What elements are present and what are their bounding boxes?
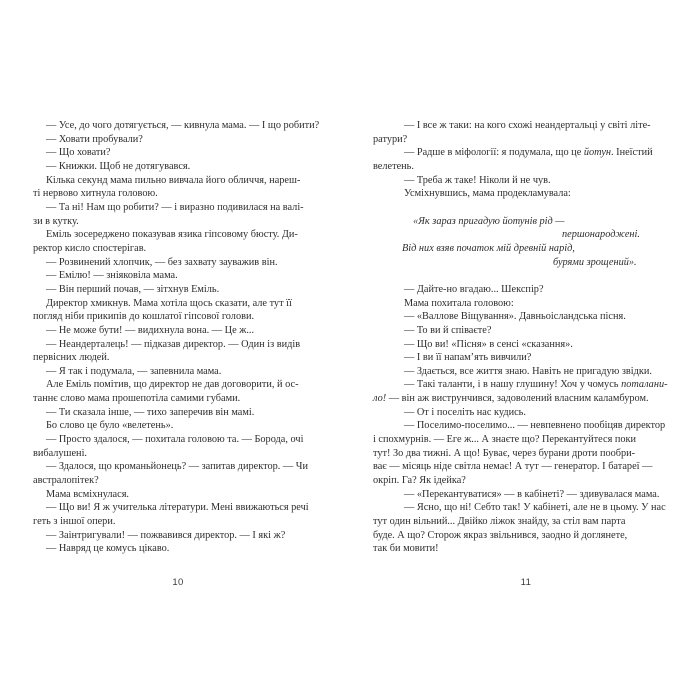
text-line: велетень. bbox=[373, 160, 414, 172]
text-line: — От і поселіть нас кудись. bbox=[404, 406, 526, 418]
verse-line: першонароджені. bbox=[562, 229, 640, 241]
page-right-text bbox=[373, 119, 683, 556]
text-line: Бо слово це було «велетень». bbox=[46, 420, 174, 432]
text-line: — Книжки. Щоб не дотягувався. bbox=[46, 160, 191, 172]
page-number-right: 11 bbox=[520, 577, 532, 588]
text-line: — Заінтригували! — пожвавився директор. — І які ж? bbox=[46, 529, 286, 541]
text-line: — Що ви! Я ж учителька літератури. Мені ввижаються речі bbox=[46, 502, 309, 514]
text-line: тут один вільний... Двійко ліжок знайду, за стіл вам парта bbox=[373, 516, 626, 528]
text-line: — Усе, до чого дотягується, — кивнула мама. — І що робити? bbox=[46, 120, 320, 131]
text-segment: — Такі таланти, і в нашу глушину! Хоч у чомусь bbox=[404, 379, 622, 391]
text-line: ті нервово хитнула головою. bbox=[33, 188, 158, 200]
text-line: вибалушені. bbox=[33, 447, 88, 459]
text-segment: — Радше в міфології: я подумала, що це bbox=[404, 147, 584, 159]
verse-line: «Як зараз пригадую йотунів рід — bbox=[413, 215, 565, 227]
text-line: — Що ви! «Пісня» в сенсі «сказання». bbox=[404, 338, 573, 350]
text-line: — Я так і подумала, — запевнила мама. bbox=[46, 365, 222, 377]
text-line: — Ясно, що ні! Себто так! У кабінеті, але не в цьому. У нас bbox=[404, 502, 666, 514]
text-line: — Ти сказала інше, — тихо заперечив він мамі. bbox=[46, 406, 255, 418]
text-line: Кілька секунд мама пильно вивчала його обличчя, нареш- bbox=[46, 174, 301, 186]
text-segment: — він аж виструнчився, задоволений власним каламбуром. bbox=[386, 393, 649, 405]
text-line: ває — місяць ніде світла немає! А тут — генератор. І батареї — bbox=[373, 461, 653, 473]
text-line: — Ховати пробували? bbox=[46, 133, 143, 145]
text-line: і спохмурнів. — Еге ж... А знаєте що? Перекантуйтеся поки bbox=[373, 434, 637, 446]
text-line: геть з іншої опери. bbox=[33, 516, 116, 528]
text-line: ратури? bbox=[373, 133, 408, 145]
text-line: так би мовити! bbox=[373, 543, 439, 555]
text-line: Мама похитала головою: bbox=[404, 297, 514, 309]
text-line: австралопітек? bbox=[33, 475, 99, 487]
verse-line: бурями зрощений». bbox=[553, 256, 637, 268]
italic-text-segment: йотун bbox=[583, 147, 611, 159]
text-line: таннє слово мама прошепотіла самими губами. bbox=[33, 393, 241, 405]
text-line: — Розвинений хлопчик, — без захвату зауважив він. bbox=[46, 256, 278, 268]
text-line: — Здалося, що кроманьйонець? — запитав директор. — Чи bbox=[46, 461, 308, 473]
line-gap bbox=[373, 269, 683, 283]
text-line: Директор хмикнув. Мама хотіла щось сказати, але тут її bbox=[46, 297, 292, 309]
text-line: — «Перекантуватися» — в кабінеті? — здивувалася мама. bbox=[404, 488, 660, 500]
text-line: окріп. Га? Як ідейка? bbox=[373, 475, 466, 487]
text-line: — То ви й співаєте? bbox=[404, 324, 492, 336]
page-left-text bbox=[33, 119, 341, 556]
text-line: — Що ховати? bbox=[46, 147, 111, 159]
text-line: Мама всміхнулася. bbox=[46, 488, 130, 500]
text-line: ректор кисло спостерігав. bbox=[33, 242, 147, 254]
text-line: — Навряд це комусь цікаво. bbox=[46, 543, 170, 555]
text-segment: . Інеїстий bbox=[611, 147, 653, 159]
text-line: — І все ж таки: на кого схожі неандертальці у світі літе- bbox=[404, 120, 651, 131]
text-line: тут! Зо два тижні. А що! Буває, через бурани дроти пообри- bbox=[373, 447, 636, 459]
italic-text-segment: ло! bbox=[373, 393, 387, 405]
text-line: Еміль зосереджено показував язика гіпсовому бюсту. Ди- bbox=[46, 229, 298, 241]
text-line: — Дайте-но вгадаю... Шекспір? bbox=[404, 283, 544, 295]
text-line: — Поселимо-поселимо... — невпевнено пообіцяв директор bbox=[404, 420, 666, 432]
text-line: первісних людей. bbox=[33, 352, 110, 364]
text-line: — Неандерталець! — підказав директор. — Один із видів bbox=[46, 338, 301, 350]
line-gap bbox=[373, 201, 683, 215]
text-line: Усміхнувшись, мама продекламувала: bbox=[404, 188, 571, 200]
text-line bbox=[373, 146, 683, 160]
text-line: — І ви її напам’ять вивчили? bbox=[404, 352, 532, 364]
text-line: зи в кутку. bbox=[33, 215, 79, 227]
text-line bbox=[373, 392, 683, 406]
italic-text-segment: поталани- bbox=[621, 379, 668, 391]
text-line: — Та ні! Нам що робити? — і виразно подивилася на валі- bbox=[46, 201, 304, 213]
text-line: — Він перший почав, — зітхнув Еміль. bbox=[46, 283, 220, 295]
verse-line: Від них взяв початок мій древній нарід, bbox=[402, 242, 575, 254]
text-line: — «Валлове Віщування». Давньоісландська пісня. bbox=[404, 311, 626, 323]
text-line: — Емілю! — зніяковіла мама. bbox=[46, 270, 178, 282]
text-line: буде. А що? Сторож якраз звільнився, заодно й доглянете, bbox=[373, 529, 628, 541]
text-line: — Просто здалося, — похитала головою та. — Борода, очі bbox=[46, 434, 304, 446]
page-number-left: 10 bbox=[172, 577, 184, 588]
text-line: — Треба ж таке! Ніколи й не чув. bbox=[404, 174, 551, 186]
text-line: — Не може бути! — видихнула вона. — Це ж... bbox=[46, 324, 255, 336]
text-line: погляд ніби прикипів до кошлатої гіпсової голови. bbox=[33, 311, 255, 323]
text-line: — Здається, все життя знаю. Навіть не пригадую звідки. bbox=[404, 365, 652, 377]
text-line bbox=[373, 378, 683, 392]
text-line: Але Еміль помітив, що директор не дав договорити, й ос- bbox=[46, 379, 299, 391]
